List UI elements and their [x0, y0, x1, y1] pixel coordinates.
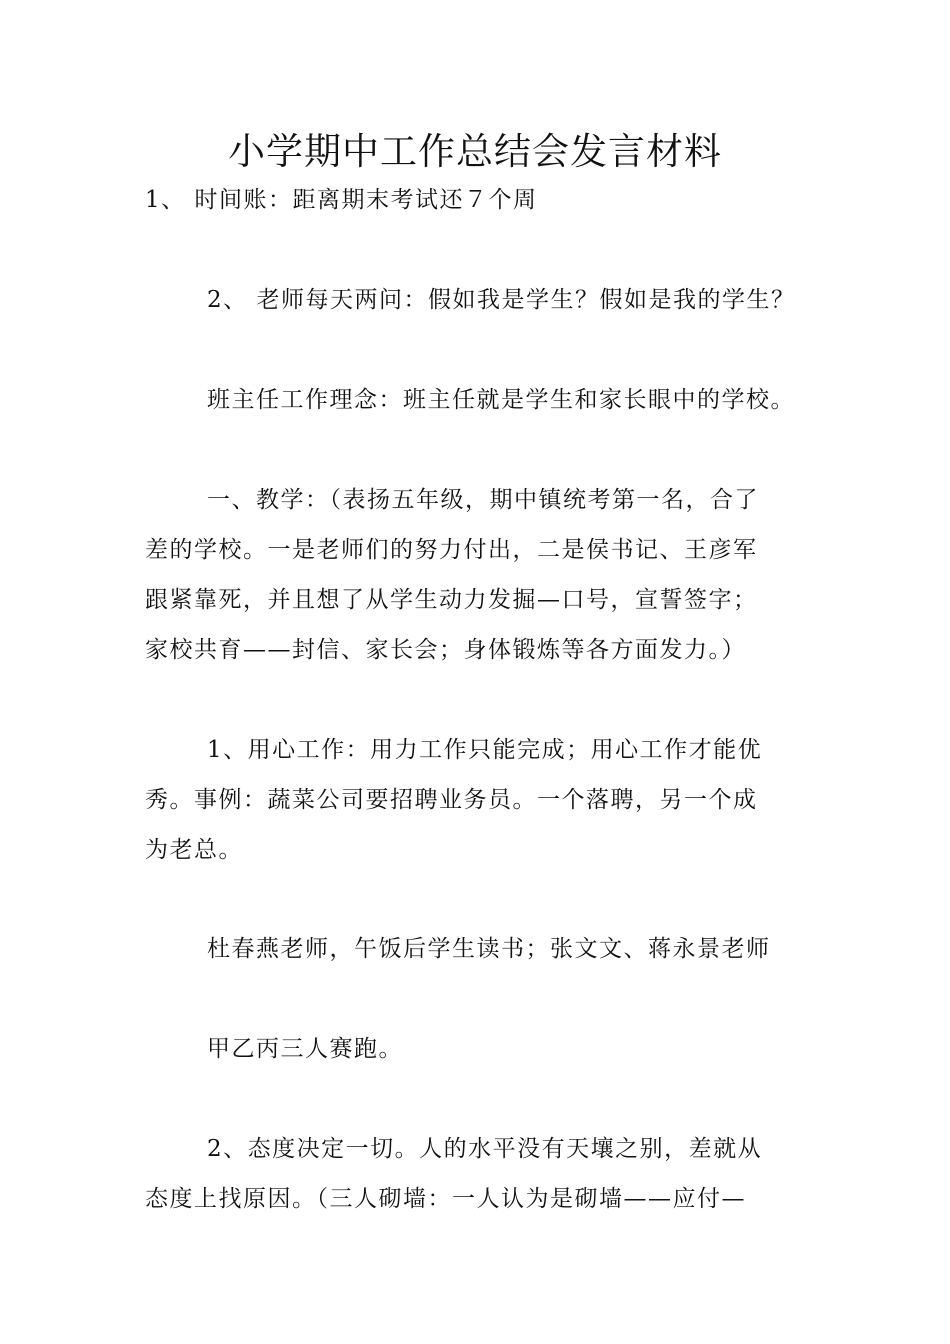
document-title: 小学期中工作总结会发言材料 [228, 130, 722, 173]
paragraph-line: 2、 老师每天两问：假如我是学生？假如是我的学生？ [207, 287, 796, 313]
paragraph-line: 秀。事例：蔬菜公司要招聘业务员。一个落聘，另一个成 [145, 787, 758, 813]
paragraph-line: 为老总。 [145, 837, 243, 863]
paragraph-line: 家校共育——封信、家长会；身体锻炼等各方面发力。） [145, 637, 746, 663]
paragraph-line: 差的学校。一是老师们的努力付出，二是侯书记、王彦军 [145, 537, 758, 563]
paragraph-line: 一、教学：（表扬五年级，期中镇统考第一名，合了 [207, 487, 759, 513]
paragraph-line: 跟紧靠死，并且想了从学生动力发掘—口号，宣誓签字； [145, 587, 758, 613]
paragraph-line: 态度上找原因。（三人砌墙：一人认为是砌墙——应付— [145, 1186, 746, 1212]
paragraph-line: 甲乙丙三人赛跑。 [207, 1036, 403, 1062]
paragraph-line: 班主任工作理念：班主任就是学生和家长眼中的学校。 [207, 387, 795, 413]
paragraph-line: 杜春燕老师，午饭后学生读书；张文文、蒋永景老师 [207, 936, 771, 962]
paragraph-line: 2、态度决定一切。人的水平没有天壤之别，差就从 [207, 1136, 763, 1162]
paragraph-line: 1、 时间账：距离期末考试还７个周 [145, 187, 538, 213]
paragraph-line: 1、用心工作：用力工作只能完成；用心工作才能优 [207, 737, 763, 763]
